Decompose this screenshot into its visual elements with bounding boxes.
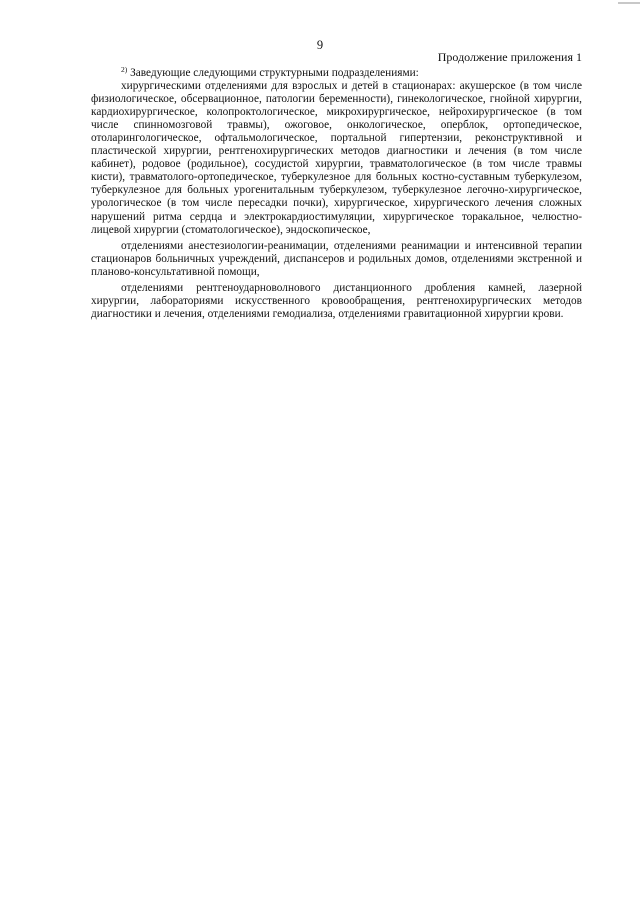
paragraph-surgical-departments: хирургическими отделениями для взрослых и детей в стационарах: акушерское (в том числе физиологическое, обсервационное, патологии беременности), гинекологическое, гнойной хирургии, кардиохирургическое, колопроктологическое, микрохирургическое, нейрохирургическое (в том числе спинномозговой травмы), ожоговое, онкологическое, оперблок, ортопедическое, отоларингологическое, офтальмологическое, портальной гипертензии, реконструктивной и пластической хирургии, рентгенохирургических методов диагностики и лечения (в том числе кабинет), родовое (родильное), сосудистой хирургии, травматологическое (в том числе травмы кисти), травматолого-ортопедическое, туберкулезное для больных костно-суставным туберкулезом, туберкулезное для больных урогенитальным туберкулезом, туберкулезное легочно-хирургическое, урологическое (в том числе пересадки почки), хирургическое, хирургического лечения сложных нарушений ритма сердца и электрокардиостимуляции, хирургическое торакальное, челюстно-лицевой хирургии (стоматологическое), эндоскопическое, bbox=[91, 80, 582, 236]
appendix-continuation-note: Продолжение приложения 1 bbox=[437, 50, 582, 64]
scan-edge-mark bbox=[618, 2, 640, 4]
footnote-heading-text: Заведующие следующими структурными подразделениями: bbox=[130, 67, 419, 79]
paragraph-anesthesiology-departments: отделениями анестезиологии-реанимации, отделениями реанимации и интенсивной терапии стационаров больничных учреждений, диспансеров и родильных домов, отделениями экстренной и планово-консультативной помощи, bbox=[91, 239, 582, 278]
footnote-marker: 2) bbox=[121, 65, 128, 74]
footnote-heading bbox=[91, 67, 582, 80]
paragraph-lithotripsy-departments: отделениями рентгеноударноволнового дистанционного дробления камней, лазерной хирургии, лабораториями искусственного кровообращения, рентгенохирургических методов диагностики и лечения, отделениями гемодиализа, отделениями гравитационной хирургии крови. bbox=[91, 281, 582, 320]
page-number: 9 bbox=[316, 38, 324, 52]
document-body bbox=[91, 67, 582, 321]
